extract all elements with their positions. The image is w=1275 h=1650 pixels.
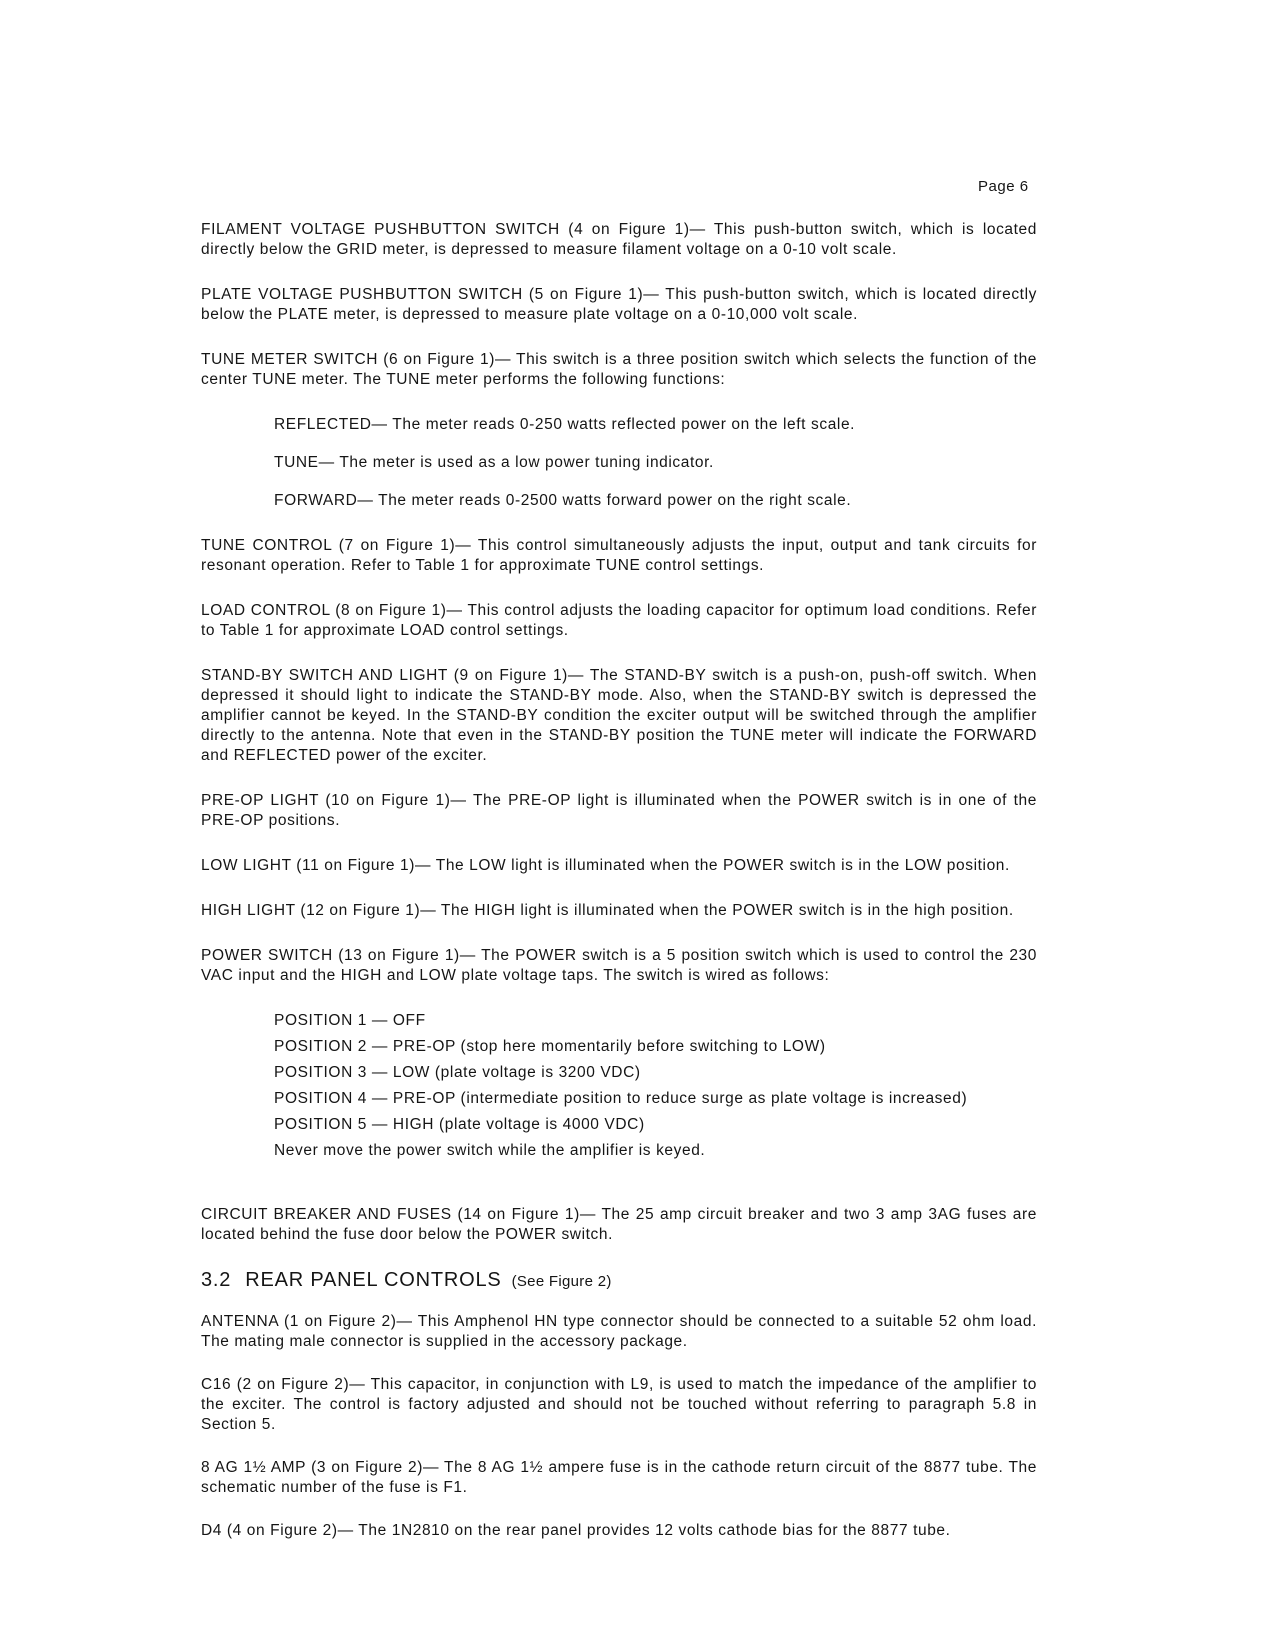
paragraph-text: (5 on Figure 1)— This push-button switch, which is located directly below the PLATE meter, is depressed to measure plate voltage on a 0-10,000 volt scale. <box>201 286 1037 323</box>
paragraph-preop-light <box>201 791 1037 831</box>
paragraph-text: (7 on Figure 1)— This control simultaneously adjusts the input, output and tank circuits for resonant operation. Refer to Table 1 for approximate TUNE control settings. <box>201 537 1037 574</box>
paragraph-heading: TUNE METER SWITCH <box>201 351 379 368</box>
paragraph-text: (2 on Figure 2)— This capacitor, in conjunction with L9, is used to match the impedance of the amplifier to the exciter. The control is factory adjusted and should not be touched without referring to paragraph 5.8 in Section 5. <box>201 1376 1037 1433</box>
list-item: Never move the power switch while the amplifier is keyed. <box>274 1142 706 1159</box>
paragraph-text: (4 on Figure 2)— The 1N2810 on the rear panel provides 12 volts cathode bias for the 8877 tube. <box>222 1522 951 1539</box>
paragraph-load-control <box>201 601 1037 641</box>
list-item: POSITION 4 — PRE-OP (intermediate position to reduce surge as plate voltage is increased) <box>274 1090 968 1107</box>
section-number: 3.2 <box>201 1269 232 1291</box>
paragraph-heading: ANTENNA <box>201 1313 279 1330</box>
paragraph-text: (11 on Figure 1)— The LOW light is illuminated when the POWER switch is in the LOW position. <box>291 857 1010 874</box>
paragraph-heading: FILAMENT VOLTAGE PUSHBUTTON SWITCH <box>201 221 560 238</box>
paragraph-d4 <box>201 1521 1037 1541</box>
paragraph-circuit-breaker <box>201 1205 1037 1245</box>
section-heading <box>201 1270 1037 1292</box>
paragraph-heading: POWER SWITCH <box>201 947 333 964</box>
section-title: REAR PANEL CONTROLS <box>245 1269 502 1291</box>
list-item: TUNE— The meter is used as a low power tuning indicator. <box>274 454 714 471</box>
document-body <box>201 220 1037 1564</box>
power-position-list <box>274 1011 1037 1161</box>
paragraph-low-light <box>201 856 1037 876</box>
paragraph-text: (3 on Figure 2)— The 8 AG 1½ ampere fuse is in the cathode return circuit of the 8877 tube. The schematic number of the fuse is F1. <box>201 1459 1037 1496</box>
paragraph-text: (1 on Figure 2)— This Amphenol HN type connector should be connected to a suitable 52 ohm load. The mating male connector is supplied in the accessory package. <box>201 1313 1037 1350</box>
paragraph-text: (14 on Figure 1)— The 25 amp circuit breaker and two 3 amp 3AG fuses are located behind the fuse door below the POWER switch. <box>201 1206 1037 1243</box>
paragraph-tune-meter-switch <box>201 350 1037 390</box>
paragraph-text: (9 on Figure 1)— The STAND-BY switch is a push-on, push-off switch. When depressed it should light to indicate the STAND-BY mode. Also, when the STAND-BY switch is depressed the amplifier cannot be keyed. In the STAND-BY condition the exciter output will be switched through the amplifier directly to the antenna. Note that even in the STAND-BY position the TUNE meter will indicate the FORWARD and REFLECTED power of the exciter. <box>201 667 1037 764</box>
paragraph-tune-control <box>201 536 1037 576</box>
paragraph-text: (4 on Figure 1)— This push-button switch, which is located directly below the GRID meter, is depressed to measure filament voltage on a 0-10 volt scale. <box>201 221 1038 258</box>
paragraph-heading: PLATE VOLTAGE PUSHBUTTON SWITCH <box>201 286 523 303</box>
paragraph-heading: C16 <box>201 1376 232 1393</box>
paragraph-heading: TUNE CONTROL <box>201 537 332 554</box>
paragraph-heading: STAND-BY SWITCH AND LIGHT <box>201 667 448 684</box>
list-item: FORWARD— The meter reads 0-2500 watts forward power on the right scale. <box>274 492 852 509</box>
paragraph-heading: LOAD CONTROL <box>201 602 331 619</box>
list-item: POSITION 1 — OFF <box>274 1012 426 1029</box>
paragraph-antenna <box>201 1312 1037 1352</box>
paragraph-heading: 8 AG 1½ AMP <box>201 1459 306 1476</box>
list-item: REFLECTED— The meter reads 0-250 watts reflected power on the left scale. <box>274 416 856 433</box>
paragraph-heading: D4 <box>201 1522 223 1539</box>
paragraph-fuse <box>201 1458 1037 1498</box>
section-figure-ref: (See Figure 2) <box>511 1273 612 1290</box>
paragraph-text: (10 on Figure 1)— The PRE-OP light is illuminated when the POWER switch is in one of the PRE-OP positions. <box>201 792 1037 829</box>
paragraph-plate-switch <box>201 285 1037 325</box>
list-item: POSITION 5 — HIGH (plate voltage is 4000 VDC) <box>274 1116 645 1133</box>
paragraph-text: (12 on Figure 1)— The HIGH light is illuminated when the POWER switch is in the high position. <box>295 902 1014 919</box>
page-number: Page 6 <box>978 178 1029 195</box>
paragraph-heading: HIGH LIGHT <box>201 902 296 919</box>
paragraph-filament-switch <box>201 220 1037 260</box>
paragraph-power-switch <box>201 946 1037 986</box>
paragraph-heading: PRE-OP LIGHT <box>201 792 319 809</box>
paragraph-text: (13 on Figure 1)— The POWER switch is a 5 position switch which is used to control the 230 VAC input and the HIGH and LOW plate voltage taps. The switch is wired as follows: <box>201 947 1037 984</box>
tune-function-list <box>274 415 1037 511</box>
list-item: POSITION 2 — PRE-OP (stop here momentarily before switching to LOW) <box>274 1038 826 1055</box>
paragraph-text: (8 on Figure 1)— This control adjusts the loading capacitor for optimum load conditions. Refer to Table 1 for approximate LOAD control settings. <box>201 602 1038 639</box>
paragraph-c16 <box>201 1375 1037 1435</box>
paragraph-heading: CIRCUIT BREAKER AND FUSES <box>201 1206 452 1223</box>
list-item: POSITION 3 — LOW (plate voltage is 3200 VDC) <box>274 1064 641 1081</box>
paragraph-heading: LOW LIGHT <box>201 857 292 874</box>
paragraph-text: (6 on Figure 1)— This switch is a three position switch which selects the function of the center TUNE meter. The TUNE meter performs the following functions: <box>201 351 1038 388</box>
paragraph-high-light <box>201 901 1037 921</box>
paragraph-standby-switch <box>201 666 1037 766</box>
